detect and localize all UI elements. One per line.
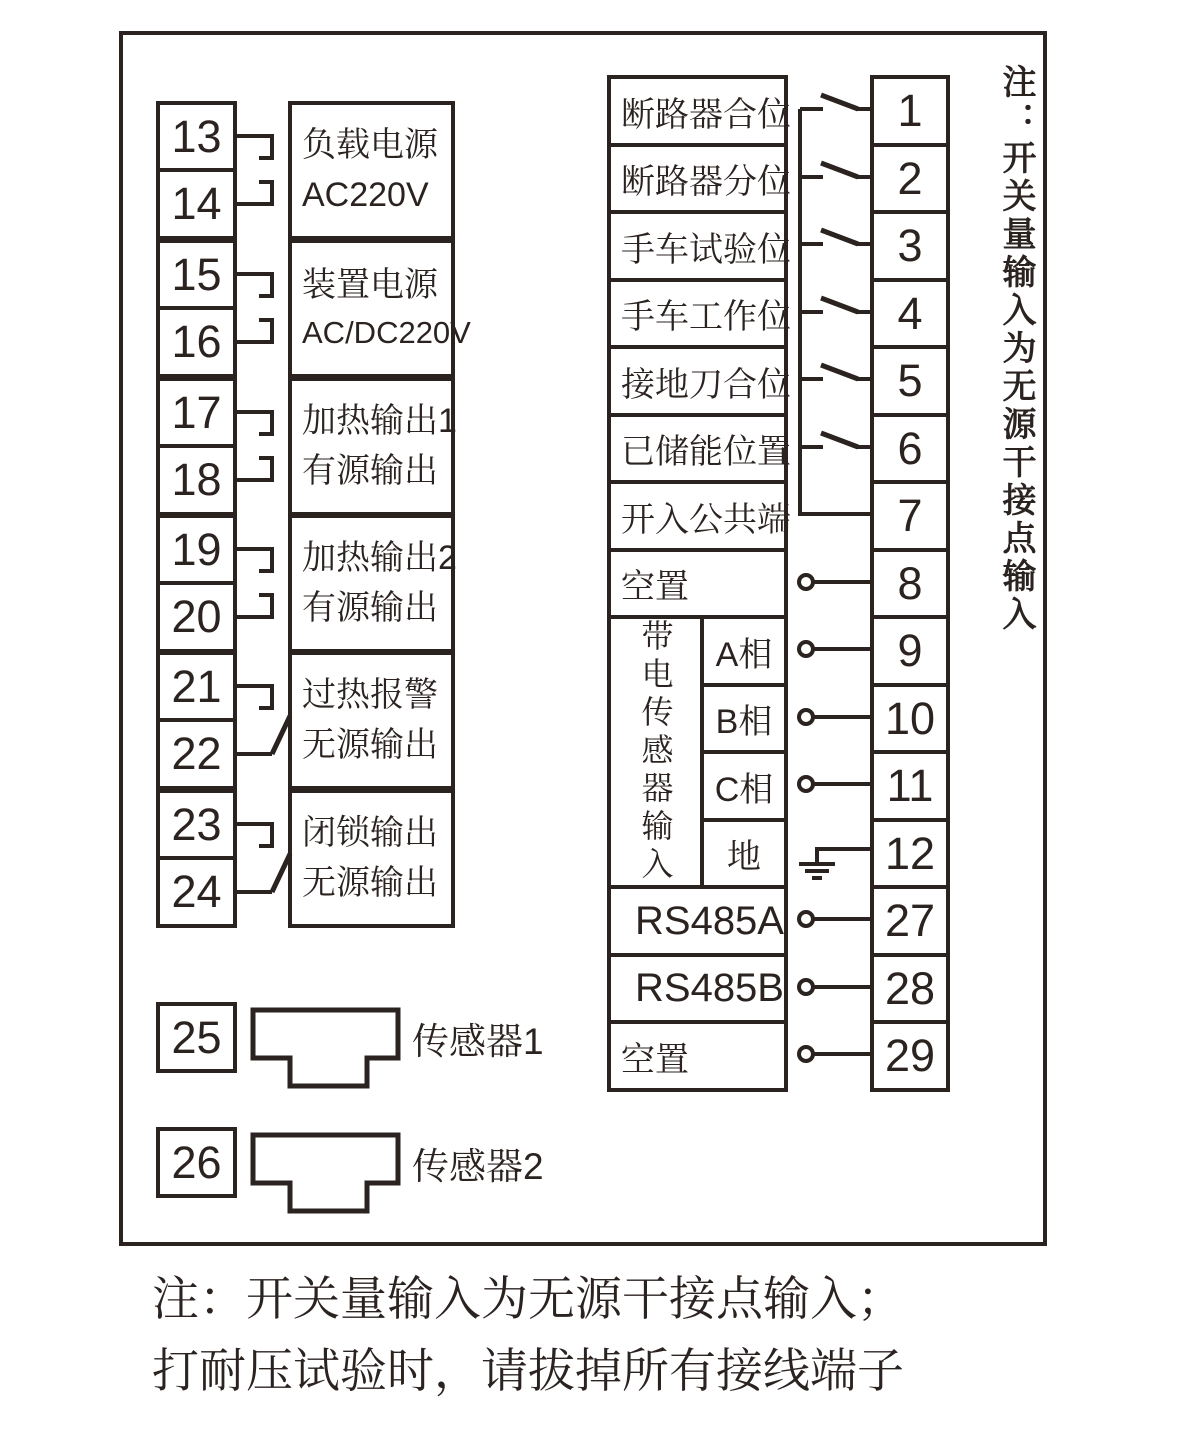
bottom-note-line1: 注：开关量输入为无源干接点输入； (152, 1272, 904, 1325)
terminal-box-27: 27 (870, 885, 950, 957)
label-line1: 负载电源 (302, 126, 438, 165)
label-box-device-power (288, 239, 471, 378)
bottom-note-line2: 打耐压试验时，请拔掉所有接线端子 (152, 1344, 904, 1397)
terminal-box-12: 12 (870, 818, 950, 889)
live-sensor-vertical-label: 带电传感器输入 (637, 619, 674, 885)
terminal-box-5: 5 (870, 345, 950, 417)
label-box-load-power (288, 101, 455, 240)
terminal-box-7: 7 (870, 480, 950, 552)
label-line2: 有源输出 (302, 588, 438, 627)
row-label-breaker-open: 断路器分位 (607, 143, 788, 214)
label-box-lockout-output (288, 789, 455, 928)
terminal-box-11: 11 (870, 750, 950, 822)
terminal-box-19: 19 (156, 514, 237, 585)
terminal-box-20: 20 (156, 581, 237, 653)
terminal-box-8: 8 (870, 548, 950, 619)
terminal-box-29: 29 (870, 1020, 950, 1092)
phase-b-cell: B相 (700, 683, 788, 754)
label-line1: 加热输出1 (302, 402, 457, 441)
terminal-box-15: 15 (156, 239, 237, 310)
row-label-cart-test: 手车试验位 (607, 210, 788, 282)
label-line1: 闭锁输出 (302, 814, 438, 853)
row-label-energy-stored: 已储能位置 (607, 413, 788, 484)
terminal-box-28: 28 (870, 953, 950, 1024)
terminal-box-9: 9 (870, 615, 950, 687)
terminal-box-14: 14 (156, 168, 237, 240)
row-label-breaker-closed: 断路器合位 (607, 75, 788, 147)
terminal-box-18: 18 (156, 444, 237, 516)
phase-a-cell: A相 (700, 615, 788, 687)
label-line2: AC/DC220V (302, 315, 471, 351)
row-label-cart-work: 手车工作位 (607, 278, 788, 349)
terminal-box-3: 3 (870, 210, 950, 282)
label-line1: 加热输出2 (302, 539, 457, 578)
sensor1-label: 传感器1 (412, 1021, 544, 1062)
label-line2: 有源输出 (302, 451, 438, 490)
row-label-vacant-29: 空置 (607, 1020, 788, 1092)
label-line2: AC220V (302, 175, 429, 214)
sensor2-label: 传感器2 (412, 1146, 544, 1187)
terminal-box-23: 23 (156, 789, 237, 860)
terminal-box-13: 13 (156, 101, 237, 172)
terminal-box-4: 4 (870, 278, 950, 349)
terminal-box-6: 6 (870, 413, 950, 484)
terminal-box-2: 2 (870, 143, 950, 214)
phase-c-cell: C相 (700, 750, 788, 822)
terminal-box-25: 25 (156, 1002, 237, 1073)
terminal-box-16: 16 (156, 306, 237, 378)
label-box-heat-output-2 (288, 514, 455, 653)
terminal-box-10: 10 (870, 683, 950, 754)
row-label-input-common: 开入公共端 (607, 480, 788, 552)
terminal-box-21: 21 (156, 651, 237, 722)
terminal-box-22: 22 (156, 718, 237, 790)
terminal-box-17: 17 (156, 377, 237, 448)
label-line2: 无源输出 (302, 725, 438, 764)
label-line1: 装置电源 (302, 265, 438, 304)
side-note-vertical: 注：开关量输入为无源干接点输入 (997, 64, 1035, 634)
terminal-box-24: 24 (156, 856, 237, 928)
label-line1: 过热报警 (302, 676, 438, 715)
label-box-overheat-alarm (288, 651, 455, 790)
terminal-box-26: 26 (156, 1127, 237, 1198)
phase-ground-cell: 地 (700, 818, 788, 889)
row-label-ground-knife: 接地刀合位 (607, 345, 788, 417)
row-label-rs485a: RS485A (607, 885, 788, 957)
row-label-rs485b: RS485B (607, 953, 788, 1024)
row-label-vacant-8: 空置 (607, 548, 788, 619)
label-box-heat-output-1 (288, 377, 455, 516)
label-line2: 无源输出 (302, 863, 438, 902)
terminal-box-1: 1 (870, 75, 950, 147)
